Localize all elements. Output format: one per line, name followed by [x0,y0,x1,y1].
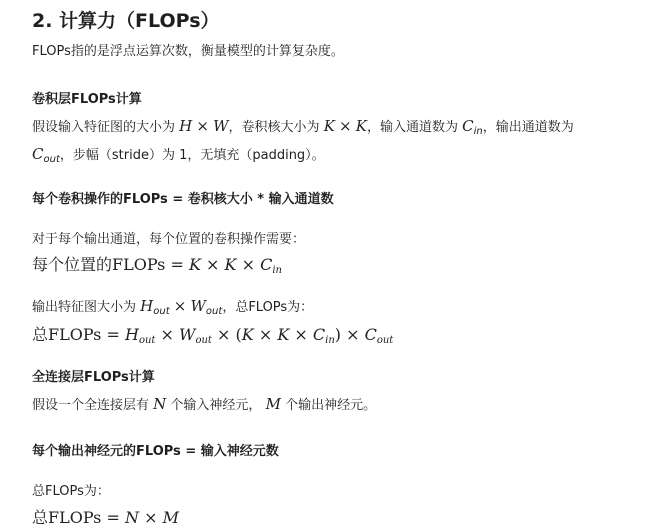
math-sub: out [138,335,156,346]
math-op: × [339,117,352,135]
fc-subtitle: 每个输出神经元的FLOPs = 输入神经元数 [32,444,279,459]
conv-title: 卷积层FLOPs计算 [32,92,142,107]
math-cout [32,145,60,165]
formula-label: 总FLOPs [32,325,102,344]
math-var: K [323,117,335,135]
math-op: × [144,508,158,527]
math-var: C [32,145,44,163]
math-input-size [179,117,229,135]
text-frag: 个输出神经元。 [285,398,377,413]
text-frag: 个输入神经元， [170,398,262,413]
math-var: N [124,508,139,527]
math-op: × [241,255,255,274]
math-var: C [364,325,377,344]
math-var: W [190,297,206,315]
math-var: H [140,297,154,315]
fc-title: 全连接层FLOPs计算 [32,370,155,385]
math-var: K [355,117,367,135]
text-frag: ，卷积核大小为 [228,120,320,135]
text-frag: 假设输入特征图的大小为 [32,120,176,135]
conv-paragraph-line1 [32,118,574,140]
math-op: × [196,117,209,135]
math-op: × [160,325,174,344]
text-frag: 输出特征图大小为 [32,300,137,315]
math-var: C [462,117,474,135]
math-op: × [294,325,308,344]
output-size-text [32,298,313,320]
math-var: C [312,325,326,344]
math-var: K [277,325,290,344]
math-kernel-size [323,117,367,135]
math-output-size [140,297,223,317]
math-var: C [260,255,273,274]
math-sub: out [43,154,60,165]
conv-subtitle: 每个卷积操作的FLOPs = 卷积核大小 * 输入通道数 [32,192,334,207]
conv-paragraph-line2 [32,146,325,168]
section-heading: 2. 计算力（FLOPs） [32,10,220,32]
math-op: × [258,325,273,344]
text-frag: ，输出通道数为 [482,120,574,135]
math-var: W [179,325,196,344]
per-channel-text: 对于每个输出通道，每个位置的卷积操作需要： [32,232,306,247]
formula-label: 每个位置的FLOPs [32,255,166,274]
math-var: M [162,508,179,527]
math-var: K [188,255,201,274]
formula-per-position: 每个位置的FLOPs = $K \times K \times C_{in}$ [32,255,282,276]
math-op: × [206,255,220,274]
math-sub: in [325,335,335,346]
text-frag: ，步幅（stride）为 1，无填充（padding）。 [59,148,325,163]
math-op: × [346,325,360,344]
math-sub: out [153,306,170,317]
math-sub: in [473,126,483,137]
math-sub: out [376,335,394,346]
math-op: × [173,297,187,315]
text-frag: ，总FLOPs为： [222,300,314,315]
formula-conv-total: 总FLOPs = $H_{out} \times W_{out} \times (K \times K \times C_{in}) \times C_{out}$ [32,325,394,346]
math-var: N [153,395,167,413]
math-sub: out [205,306,223,317]
math-var: M [265,395,281,413]
math-var: H [124,325,139,344]
math-var: W [213,117,229,135]
math-var: K [224,255,237,274]
math-var: K [241,325,254,344]
math-var: H [179,117,193,135]
text-frag: 假设一个全连接层有 [32,398,150,413]
fc-total-text: 总FLOPs为： [32,484,110,499]
intro-text: FLOPs指的是浮点运算次数，衡量模型的计算复杂度。 [32,44,344,59]
math-cin [462,117,483,137]
math-sub: out [195,335,212,346]
fc-paragraph [32,396,376,414]
formula-label: 总FLOPs [32,508,102,527]
text-frag: ，输入通道数为 [366,120,458,135]
math-op: × [217,325,231,344]
math-sub: in [272,265,282,276]
formula-fc-total: 总FLOPs = N × M [32,508,179,527]
